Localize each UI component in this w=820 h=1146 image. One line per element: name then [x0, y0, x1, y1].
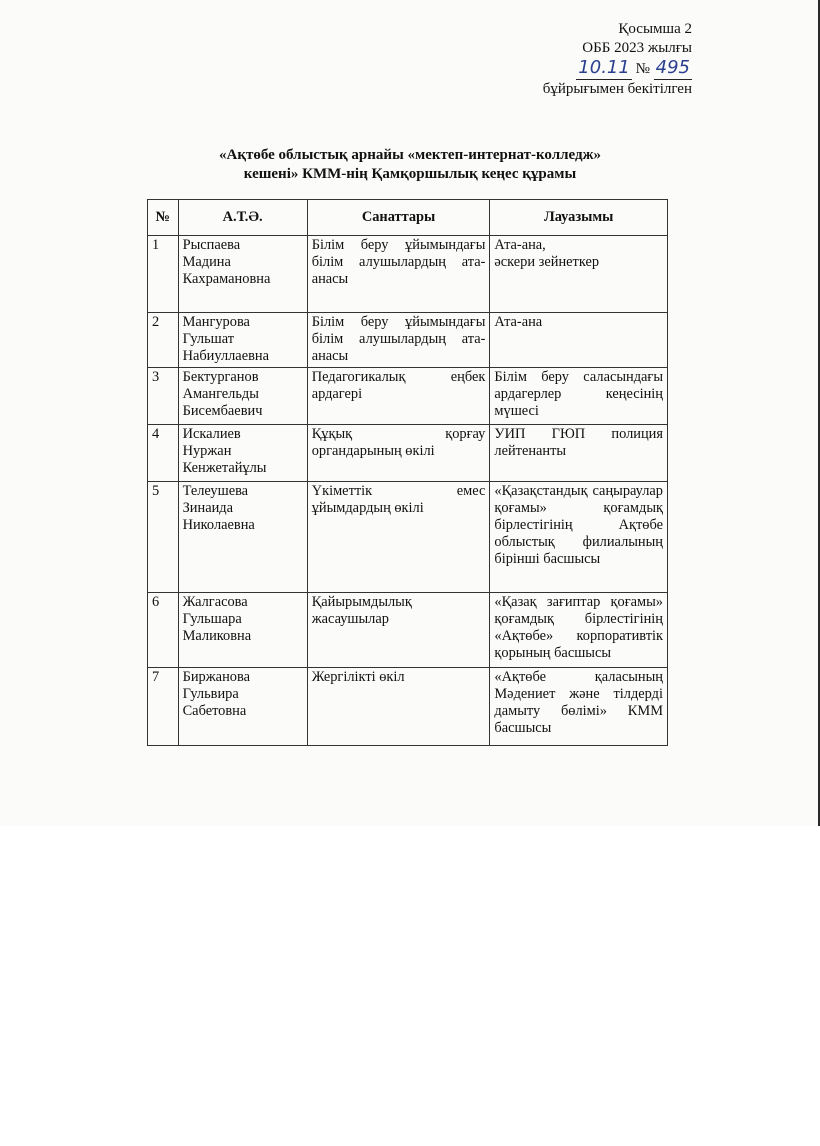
- table-row: [148, 368, 668, 425]
- member-position: Ата-ана, әскери зейнеткер: [490, 236, 668, 313]
- member-category: Білім беру ұйымындағы білім алушылардың ата-анасы: [307, 313, 490, 368]
- table-row: [148, 593, 668, 668]
- approval-stamp-block: [543, 20, 692, 99]
- order-year-prefix: ОББ 2023: [582, 40, 645, 56]
- row-number: 7: [148, 668, 179, 746]
- member-name: Жалгасова Гульшара Маликовна: [178, 593, 307, 668]
- header-name: А.Т.Ә.: [178, 200, 307, 236]
- row-number: 1: [148, 236, 179, 313]
- approved-by-label: бұйрығымен бекітілген: [542, 81, 692, 97]
- board-members-table: [147, 199, 668, 746]
- member-category: Педагогикалық еңбек ардагері: [307, 368, 490, 425]
- member-category: Құқық қорғау органдарының өкілі: [307, 425, 490, 482]
- member-position: «Қазақ зағиптар қоғамы» қоғамдық бірлестігінің «Ақтөбе» корпоративтік қорының басшысы: [490, 593, 668, 668]
- member-category: Үкіметтік емес ұйымдардың өкілі: [307, 482, 490, 593]
- table-header-row: [148, 200, 668, 236]
- row-number: 3: [148, 368, 179, 425]
- member-position: «Ақтөбе қаласының Мәдениет және тілдерді дамыту бөлімі» КММ басшысы: [490, 668, 668, 746]
- table-row: [148, 668, 668, 746]
- order-date: 10.11: [578, 57, 630, 78]
- member-category: Білім беру ұйымындағы білім алушылардың ата-анасы: [307, 236, 490, 313]
- table-row: [148, 236, 668, 313]
- member-category: Жергілікті өкіл: [307, 668, 490, 746]
- member-name: Мангурова Гульшат Набиуллаевна: [178, 313, 307, 368]
- header-number: №: [148, 200, 179, 236]
- title-line-2: кешені» КММ-нің Қамқоршылық кеңес құрамы: [243, 166, 577, 182]
- order-year-line: [543, 39, 692, 58]
- member-position: «Қазақстандық саңыраулар қоғамы» қоғамдық бірлестігінің Ақтөбе облыстық филиалының бірінші басшысы: [490, 482, 668, 593]
- row-number: 2: [148, 313, 179, 368]
- header-category: Санаттары: [307, 200, 490, 236]
- table-row: [148, 313, 668, 368]
- blank-area: [0, 826, 820, 1146]
- title-line-1: «Ақтөбе облыстық арнайы «мектеп-интернат-колледж»: [219, 147, 601, 163]
- member-name: Бектурганов Амангельды Бисембаевич: [178, 368, 307, 425]
- member-name: Искалиев Нуржан Кенжетайұлы: [178, 425, 307, 482]
- order-date-number-line: [543, 58, 692, 80]
- member-position: Білім беру саласындағы ардагерлер кеңесінің мүшесі: [490, 368, 668, 425]
- row-number: 4: [148, 425, 179, 482]
- number-sign: №: [635, 61, 650, 77]
- appendix-label: Қосымша 2: [618, 21, 692, 37]
- member-name: Биржанова Гульвира Сабетовна: [178, 668, 307, 746]
- order-year-suffix: жылғы: [647, 40, 692, 56]
- table-row: [148, 425, 668, 482]
- document-title: [0, 146, 820, 184]
- member-category: Қайырымдылық жасаушылар: [307, 593, 490, 668]
- header-position: Лауазымы: [490, 200, 668, 236]
- member-position: УИП ГЮП полиция лейтенанты: [490, 425, 668, 482]
- row-number: 5: [148, 482, 179, 593]
- order-number: 495: [655, 57, 690, 78]
- member-position: Ата-ана: [490, 313, 668, 368]
- member-name: Телеушева Зинаида Николаевна: [178, 482, 307, 593]
- member-name: Рыспаева Мадина Кахрамановна: [178, 236, 307, 313]
- row-number: 6: [148, 593, 179, 668]
- table-row: [148, 482, 668, 593]
